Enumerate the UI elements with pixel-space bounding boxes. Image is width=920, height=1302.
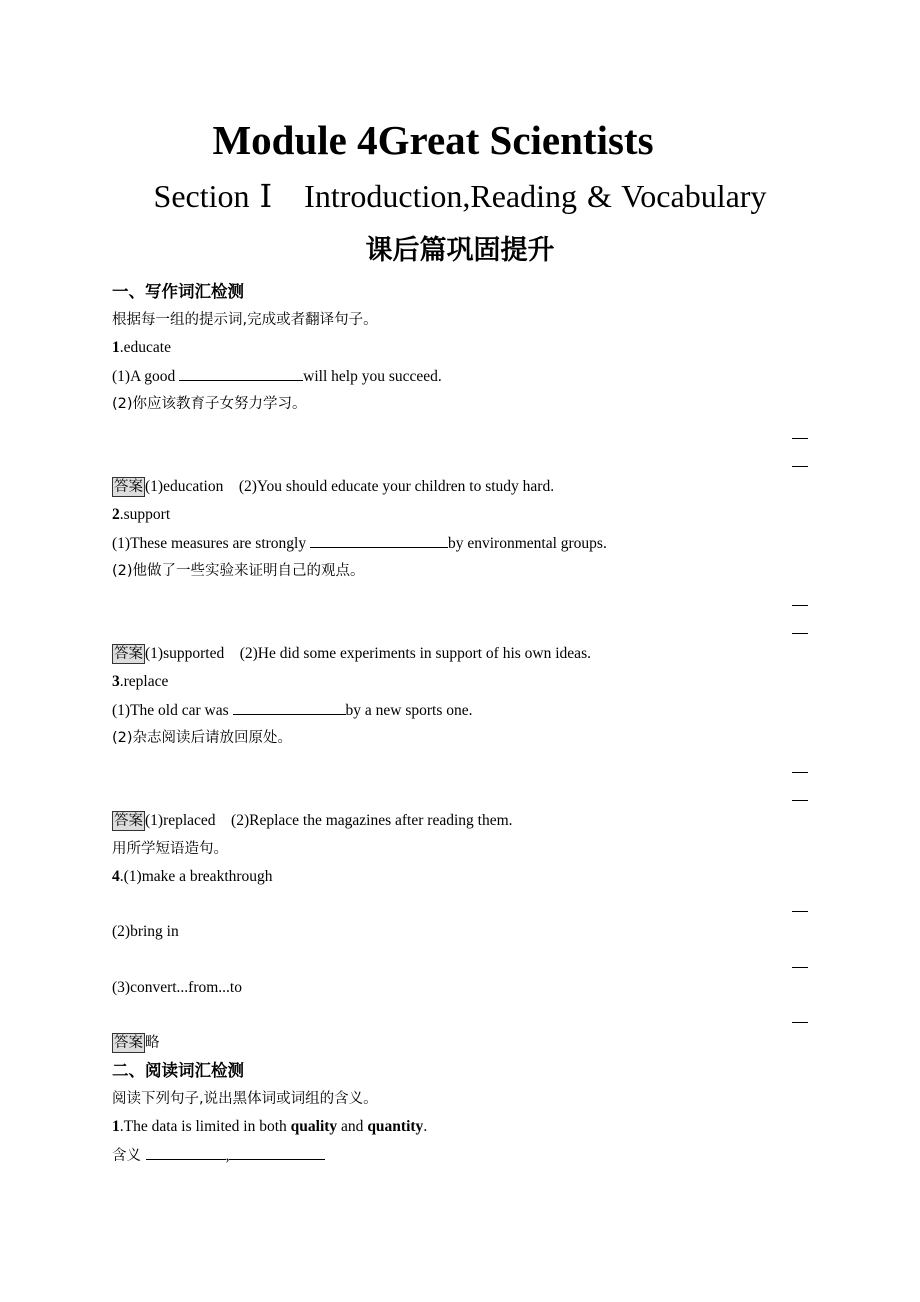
answer-blank[interactable] (233, 700, 346, 715)
q4-answer: 答案 略 (114, 1035, 160, 1051)
answer-line (792, 1022, 808, 1023)
answer-blank[interactable] (146, 1145, 226, 1160)
answer-line (792, 438, 808, 439)
answer-blank[interactable] (310, 533, 448, 548)
q1-word: 1.educate (112, 339, 171, 356)
answer-badge: 答案 (114, 1035, 143, 1051)
q2-answer: 答案 (1)supported (2)He did some experiments in support of his own ideas. (114, 645, 591, 662)
module-title: Module 4Great Scientists (212, 117, 654, 163)
q1-sentence1: (1)A good will help you succeed. (112, 368, 442, 385)
answer-line (792, 772, 808, 773)
answer-badge: 答案 (114, 646, 143, 662)
q4-phrase3: (3)convert...from...to (112, 979, 242, 996)
part2-heading: 二、阅读词汇检测 (112, 1061, 244, 1080)
answer-blank[interactable] (179, 366, 303, 381)
p2-q1-meaning: 含义 , (112, 1145, 325, 1166)
q2-sentence2: (2)他做了一些实验来证明自己的观点。 (112, 563, 365, 579)
q3-word: 3.replace (112, 673, 169, 690)
answer-line (792, 466, 808, 467)
answer-line (792, 605, 808, 606)
answer-line (792, 633, 808, 634)
answer-line (792, 911, 808, 912)
p2-q1-sentence: 1.The data is limited in both quality and quantity. (112, 1118, 428, 1135)
part1-heading: 一、写作词汇检测 (112, 282, 244, 301)
q4-phrase1: 4.(1)make a breakthrough (112, 868, 273, 885)
q4-phrase2: (2)bring in (112, 923, 179, 940)
chinese-title: 课后篇巩固提升 (365, 235, 555, 266)
q3-sentence1: (1)The old car was by a new sports one. (112, 702, 473, 719)
answer-line (792, 800, 808, 801)
part1-instruction2: 用所学短语造句。 (112, 841, 228, 857)
answer-blank[interactable] (229, 1145, 325, 1160)
answer-badge: 答案 (114, 479, 143, 495)
q1-sentence2: (2)你应该教育子女努力学习。 (112, 396, 307, 412)
part1-instruction: 根据每一组的提示词,完成或者翻译句子。 (112, 312, 378, 328)
answer-line (792, 967, 808, 968)
section-title: Section Ⅰ Introduction,Reading & Vocabulary (153, 178, 767, 214)
q1-answer: 答案 (1)education (2)You should educate your children to study hard. (114, 478, 555, 495)
part2-instruction: 阅读下列句子,说出黑体词或词组的含义。 (112, 1091, 378, 1107)
q2-sentence1: (1)These measures are strongly by environmental groups. (112, 535, 607, 552)
q3-sentence2: (2)杂志阅读后请放回原处。 (112, 730, 293, 746)
q3-answer: 答案 (1)replaced (2)Replace the magazines after reading them. (114, 812, 513, 829)
answer-badge: 答案 (114, 813, 143, 829)
q2-word: 2.support (112, 506, 171, 523)
